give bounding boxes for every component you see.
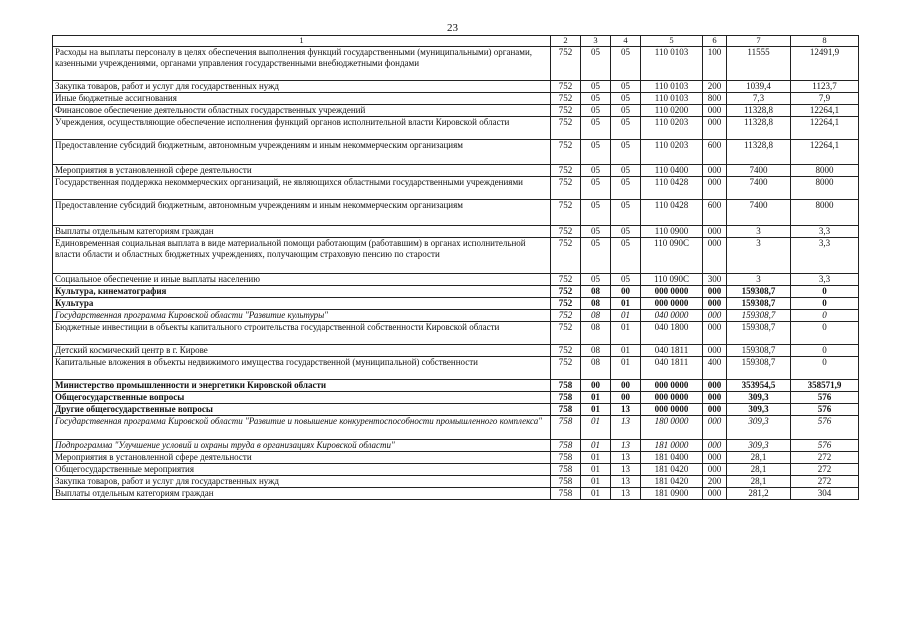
row-subsection: 00 bbox=[611, 392, 641, 404]
row-amount-year2: 12264,1 bbox=[791, 105, 859, 117]
row-name: Закупка товаров, работ и услуг для государственных нужд bbox=[53, 81, 551, 93]
row-name: Предоставление субсидий бюджетным, автономным учреждениям и иным некоммерческим организациям bbox=[53, 140, 551, 165]
row-name: Капитальные вложения в объекты недвижимого имущества государственной (муниципальной) собственности bbox=[53, 357, 551, 380]
row-amount-year1: 7400 bbox=[727, 177, 791, 200]
row-section: 00 bbox=[581, 380, 611, 392]
row-amount-year1: 7,3 bbox=[727, 93, 791, 105]
row-subsection: 00 bbox=[611, 380, 641, 392]
row-admin-code: 752 bbox=[551, 310, 581, 322]
row-target-code: 000 0000 bbox=[641, 392, 703, 404]
row-amount-year2: 12264,1 bbox=[791, 140, 859, 165]
row-target-code: 040 1811 bbox=[641, 357, 703, 380]
row-expense-type: 000 bbox=[703, 117, 727, 140]
row-admin-code: 752 bbox=[551, 165, 581, 177]
table-row bbox=[53, 416, 859, 440]
row-target-code: 110 0103 bbox=[641, 81, 703, 93]
row-admin-code: 752 bbox=[551, 274, 581, 286]
column-header: 5 bbox=[641, 36, 703, 47]
row-expense-type: 000 bbox=[703, 226, 727, 238]
row-name: Государственная поддержка некоммерческих организаций, не являющихся областными государственными учреждениями bbox=[53, 177, 551, 200]
row-expense-type: 000 bbox=[703, 452, 727, 464]
row-target-code: 180 0000 bbox=[641, 416, 703, 440]
row-admin-code: 752 bbox=[551, 322, 581, 345]
row-section: 08 bbox=[581, 322, 611, 345]
row-section: 01 bbox=[581, 464, 611, 476]
row-subsection: 05 bbox=[611, 81, 641, 93]
row-amount-year2: 8000 bbox=[791, 200, 859, 226]
row-section: 05 bbox=[581, 140, 611, 165]
row-target-code: 181 0900 bbox=[641, 488, 703, 500]
header-row bbox=[53, 36, 859, 47]
table-body bbox=[53, 47, 859, 500]
row-subsection: 05 bbox=[611, 226, 641, 238]
row-subsection: 13 bbox=[611, 404, 641, 416]
row-amount-year2: 7,9 bbox=[791, 93, 859, 105]
row-name: Государственная программа Кировской области "Развитие культуры" bbox=[53, 310, 551, 322]
row-admin-code: 752 bbox=[551, 357, 581, 380]
row-subsection: 01 bbox=[611, 357, 641, 380]
column-header: 1 bbox=[53, 36, 551, 47]
row-amount-year1: 28,1 bbox=[727, 464, 791, 476]
row-amount-year2: 12491,9 bbox=[791, 47, 859, 81]
row-target-code: 110 0400 bbox=[641, 165, 703, 177]
row-expense-type: 000 bbox=[703, 298, 727, 310]
table-row bbox=[53, 117, 859, 140]
row-expense-type: 000 bbox=[703, 177, 727, 200]
row-section: 01 bbox=[581, 452, 611, 464]
column-header: 4 bbox=[611, 36, 641, 47]
row-amount-year2: 0 bbox=[791, 310, 859, 322]
row-amount-year1: 28,1 bbox=[727, 476, 791, 488]
row-target-code: 000 0000 bbox=[641, 298, 703, 310]
row-amount-year2: 0 bbox=[791, 357, 859, 380]
row-name: Финансовое обеспечение деятельности областных государственных учреждений bbox=[53, 105, 551, 117]
row-section: 05 bbox=[581, 105, 611, 117]
row-amount-year1: 353954,5 bbox=[727, 380, 791, 392]
row-subsection: 05 bbox=[611, 165, 641, 177]
row-admin-code: 758 bbox=[551, 392, 581, 404]
row-target-code: 000 0000 bbox=[641, 286, 703, 298]
row-subsection: 05 bbox=[611, 177, 641, 200]
row-target-code: 181 0000 bbox=[641, 440, 703, 452]
row-target-code: 040 0000 bbox=[641, 310, 703, 322]
row-amount-year1: 281,2 bbox=[727, 488, 791, 500]
row-target-code: 110 090С bbox=[641, 238, 703, 274]
row-amount-year2: 8000 bbox=[791, 177, 859, 200]
row-amount-year1: 11555 bbox=[727, 47, 791, 81]
row-amount-year2: 272 bbox=[791, 476, 859, 488]
table-row bbox=[53, 310, 859, 322]
row-target-code: 110 0103 bbox=[641, 47, 703, 81]
row-admin-code: 752 bbox=[551, 117, 581, 140]
row-expense-type: 000 bbox=[703, 416, 727, 440]
column-header: 7 bbox=[727, 36, 791, 47]
row-target-code: 181 0420 bbox=[641, 476, 703, 488]
row-target-code: 000 0000 bbox=[641, 404, 703, 416]
row-section: 05 bbox=[581, 117, 611, 140]
row-target-code: 040 1800 bbox=[641, 322, 703, 345]
row-amount-year1: 309,3 bbox=[727, 404, 791, 416]
row-name: Культура, кинематография bbox=[53, 286, 551, 298]
row-expense-type: 000 bbox=[703, 165, 727, 177]
row-subsection: 01 bbox=[611, 322, 641, 345]
row-subsection: 13 bbox=[611, 476, 641, 488]
table-row bbox=[53, 47, 859, 81]
row-subsection: 05 bbox=[611, 105, 641, 117]
row-expense-type: 000 bbox=[703, 286, 727, 298]
row-name: Социальное обеспечение и иные выплаты населению bbox=[53, 274, 551, 286]
table-row bbox=[53, 345, 859, 357]
row-amount-year2: 0 bbox=[791, 322, 859, 345]
row-amount-year2: 1123,7 bbox=[791, 81, 859, 93]
row-target-code: 110 0428 bbox=[641, 177, 703, 200]
row-amount-year1: 7400 bbox=[727, 200, 791, 226]
row-amount-year2: 12264,1 bbox=[791, 117, 859, 140]
row-admin-code: 752 bbox=[551, 200, 581, 226]
row-amount-year1: 159308,7 bbox=[727, 310, 791, 322]
table-row bbox=[53, 238, 859, 274]
row-admin-code: 758 bbox=[551, 452, 581, 464]
row-subsection: 05 bbox=[611, 140, 641, 165]
row-name: Подпрограмма "Улучшение условий и охраны труда в организациях Кировской области" bbox=[53, 440, 551, 452]
row-name: Министерство промышленности и энергетики Кировской области bbox=[53, 380, 551, 392]
row-admin-code: 758 bbox=[551, 488, 581, 500]
row-admin-code: 752 bbox=[551, 345, 581, 357]
table-row bbox=[53, 286, 859, 298]
row-name: Выплаты отдельным категориям граждан bbox=[53, 226, 551, 238]
row-section: 01 bbox=[581, 404, 611, 416]
row-amount-year2: 576 bbox=[791, 440, 859, 452]
row-subsection: 13 bbox=[611, 464, 641, 476]
row-expense-type: 000 bbox=[703, 238, 727, 274]
row-amount-year2: 358571,9 bbox=[791, 380, 859, 392]
column-header: 2 bbox=[551, 36, 581, 47]
row-expense-type: 000 bbox=[703, 464, 727, 476]
row-subsection: 01 bbox=[611, 345, 641, 357]
row-name: Общегосударственные вопросы bbox=[53, 392, 551, 404]
row-expense-type: 000 bbox=[703, 105, 727, 117]
row-amount-year1: 3 bbox=[727, 226, 791, 238]
table-row bbox=[53, 105, 859, 117]
row-admin-code: 752 bbox=[551, 238, 581, 274]
row-expense-type: 000 bbox=[703, 345, 727, 357]
table-row bbox=[53, 452, 859, 464]
table-row bbox=[53, 440, 859, 452]
budget-table bbox=[52, 35, 859, 500]
row-admin-code: 752 bbox=[551, 105, 581, 117]
row-admin-code: 752 bbox=[551, 226, 581, 238]
row-admin-code: 758 bbox=[551, 380, 581, 392]
table-row bbox=[53, 464, 859, 476]
row-target-code: 110 090С bbox=[641, 274, 703, 286]
row-amount-year1: 1039,4 bbox=[727, 81, 791, 93]
table-row bbox=[53, 200, 859, 226]
row-amount-year1: 159308,7 bbox=[727, 345, 791, 357]
row-subsection: 05 bbox=[611, 274, 641, 286]
row-amount-year1: 11328,8 bbox=[727, 117, 791, 140]
row-amount-year1: 159308,7 bbox=[727, 298, 791, 310]
row-name: Расходы на выплаты персоналу в целях обеспечения выполнения функций государственными (муниципальными) органами, казенными учреждениями, органами управления государственными внебюджетными фондами bbox=[53, 47, 551, 81]
table-row bbox=[53, 404, 859, 416]
row-name: Закупка товаров, работ и услуг для государственных нужд bbox=[53, 476, 551, 488]
row-amount-year1: 159308,7 bbox=[727, 286, 791, 298]
row-target-code: 040 1811 bbox=[641, 345, 703, 357]
row-section: 05 bbox=[581, 93, 611, 105]
row-admin-code: 758 bbox=[551, 416, 581, 440]
row-target-code: 110 0900 bbox=[641, 226, 703, 238]
row-subsection: 05 bbox=[611, 47, 641, 81]
row-target-code: 110 0203 bbox=[641, 117, 703, 140]
row-section: 01 bbox=[581, 440, 611, 452]
row-amount-year2: 272 bbox=[791, 464, 859, 476]
table-row bbox=[53, 177, 859, 200]
table-row bbox=[53, 93, 859, 105]
row-admin-code: 752 bbox=[551, 47, 581, 81]
row-expense-type: 000 bbox=[703, 404, 727, 416]
table-row bbox=[53, 81, 859, 93]
row-section: 01 bbox=[581, 416, 611, 440]
row-name: Мероприятия в установленной сфере деятельности bbox=[53, 165, 551, 177]
row-section: 08 bbox=[581, 298, 611, 310]
row-subsection: 05 bbox=[611, 200, 641, 226]
row-amount-year1: 159308,7 bbox=[727, 322, 791, 345]
row-amount-year2: 3,3 bbox=[791, 274, 859, 286]
row-amount-year2: 0 bbox=[791, 298, 859, 310]
row-admin-code: 752 bbox=[551, 286, 581, 298]
row-admin-code: 758 bbox=[551, 404, 581, 416]
table-row bbox=[53, 226, 859, 238]
row-admin-code: 758 bbox=[551, 476, 581, 488]
row-expense-type: 100 bbox=[703, 47, 727, 81]
row-amount-year2: 0 bbox=[791, 286, 859, 298]
row-section: 05 bbox=[581, 165, 611, 177]
table-row bbox=[53, 298, 859, 310]
column-header: 8 bbox=[791, 36, 859, 47]
row-name: Иные бюджетные ассигнования bbox=[53, 93, 551, 105]
table-row bbox=[53, 140, 859, 165]
row-expense-type: 600 bbox=[703, 140, 727, 165]
row-amount-year2: 576 bbox=[791, 416, 859, 440]
row-target-code: 181 0420 bbox=[641, 464, 703, 476]
row-section: 08 bbox=[581, 310, 611, 322]
row-subsection: 05 bbox=[611, 93, 641, 105]
row-expense-type: 800 bbox=[703, 93, 727, 105]
table-row bbox=[53, 488, 859, 500]
page-number: 23 bbox=[447, 22, 458, 34]
row-amount-year2: 0 bbox=[791, 345, 859, 357]
row-subsection: 13 bbox=[611, 440, 641, 452]
row-target-code: 181 0400 bbox=[641, 452, 703, 464]
row-subsection: 13 bbox=[611, 452, 641, 464]
row-amount-year1: 3 bbox=[727, 238, 791, 274]
row-subsection: 05 bbox=[611, 117, 641, 140]
row-amount-year1: 309,3 bbox=[727, 416, 791, 440]
row-amount-year1: 309,3 bbox=[727, 440, 791, 452]
row-amount-year1: 159308,7 bbox=[727, 357, 791, 380]
row-subsection: 01 bbox=[611, 310, 641, 322]
table-row bbox=[53, 274, 859, 286]
table-row bbox=[53, 357, 859, 380]
row-admin-code: 752 bbox=[551, 177, 581, 200]
row-section: 05 bbox=[581, 177, 611, 200]
row-section: 05 bbox=[581, 47, 611, 81]
row-target-code: 110 0200 bbox=[641, 105, 703, 117]
row-amount-year1: 3 bbox=[727, 274, 791, 286]
row-section: 05 bbox=[581, 238, 611, 274]
row-admin-code: 758 bbox=[551, 440, 581, 452]
row-amount-year2: 3,3 bbox=[791, 238, 859, 274]
row-section: 01 bbox=[581, 476, 611, 488]
table-row bbox=[53, 476, 859, 488]
row-admin-code: 752 bbox=[551, 81, 581, 93]
row-expense-type: 600 bbox=[703, 200, 727, 226]
row-name: Другие общегосударственные вопросы bbox=[53, 404, 551, 416]
row-admin-code: 752 bbox=[551, 93, 581, 105]
row-amount-year2: 576 bbox=[791, 392, 859, 404]
row-amount-year1: 309,3 bbox=[727, 392, 791, 404]
row-amount-year2: 272 bbox=[791, 452, 859, 464]
row-name: Детский космический центр в г. Кирове bbox=[53, 345, 551, 357]
row-expense-type: 000 bbox=[703, 380, 727, 392]
row-amount-year1: 28,1 bbox=[727, 452, 791, 464]
row-section: 05 bbox=[581, 274, 611, 286]
row-expense-type: 000 bbox=[703, 310, 727, 322]
row-name: Государственная программа Кировской области "Развитие и повышение конкурентоспособности промышленного комплекса" bbox=[53, 416, 551, 440]
row-expense-type: 200 bbox=[703, 476, 727, 488]
row-target-code: 110 0428 bbox=[641, 200, 703, 226]
row-name: Мероприятия в установленной сфере деятельности bbox=[53, 452, 551, 464]
row-section: 05 bbox=[581, 200, 611, 226]
row-expense-type: 400 bbox=[703, 357, 727, 380]
row-amount-year2: 8000 bbox=[791, 165, 859, 177]
row-subsection: 13 bbox=[611, 488, 641, 500]
row-target-code: 000 0000 bbox=[641, 380, 703, 392]
row-subsection: 01 bbox=[611, 298, 641, 310]
table-row bbox=[53, 392, 859, 404]
row-name: Выплаты отдельным категориям граждан bbox=[53, 488, 551, 500]
column-header: 6 bbox=[703, 36, 727, 47]
row-name: Единовременная социальная выплата в виде материальной помощи работающим (работавшим) в органах исполнительной власти области и областных бюджетных учреждениях, получающим страховую пенсию по старости bbox=[53, 238, 551, 274]
row-name: Предоставление субсидий бюджетным, автономным учреждениям и иным некоммерческим организациям bbox=[53, 200, 551, 226]
row-amount-year2: 576 bbox=[791, 404, 859, 416]
row-target-code: 110 0203 bbox=[641, 140, 703, 165]
row-name: Учреждения, осуществляющие обеспечение исполнения функций органов исполнительной власти Кировской области bbox=[53, 117, 551, 140]
row-section: 05 bbox=[581, 226, 611, 238]
row-subsection: 00 bbox=[611, 286, 641, 298]
row-section: 01 bbox=[581, 392, 611, 404]
row-admin-code: 758 bbox=[551, 464, 581, 476]
row-expense-type: 000 bbox=[703, 440, 727, 452]
row-name: Общегосударственные мероприятия bbox=[53, 464, 551, 476]
row-section: 08 bbox=[581, 345, 611, 357]
row-section: 01 bbox=[581, 488, 611, 500]
table-row bbox=[53, 322, 859, 345]
column-header: 3 bbox=[581, 36, 611, 47]
row-expense-type: 200 bbox=[703, 81, 727, 93]
row-amount-year2: 3,3 bbox=[791, 226, 859, 238]
row-amount-year1: 11328,8 bbox=[727, 105, 791, 117]
row-amount-year1: 11328,8 bbox=[727, 140, 791, 165]
row-admin-code: 752 bbox=[551, 140, 581, 165]
row-name: Бюджетные инвестиции в объекты капитального строительства государственной собственности Кировской области bbox=[53, 322, 551, 345]
row-expense-type: 000 bbox=[703, 392, 727, 404]
row-section: 05 bbox=[581, 81, 611, 93]
row-section: 08 bbox=[581, 286, 611, 298]
row-subsection: 13 bbox=[611, 416, 641, 440]
row-amount-year2: 304 bbox=[791, 488, 859, 500]
row-target-code: 110 0103 bbox=[641, 93, 703, 105]
row-name: Культура bbox=[53, 298, 551, 310]
row-admin-code: 752 bbox=[551, 298, 581, 310]
row-expense-type: 000 bbox=[703, 488, 727, 500]
table-row bbox=[53, 380, 859, 392]
row-subsection: 05 bbox=[611, 238, 641, 274]
row-expense-type: 300 bbox=[703, 274, 727, 286]
row-amount-year1: 7400 bbox=[727, 165, 791, 177]
row-expense-type: 000 bbox=[703, 322, 727, 345]
table-row bbox=[53, 165, 859, 177]
row-section: 08 bbox=[581, 357, 611, 380]
